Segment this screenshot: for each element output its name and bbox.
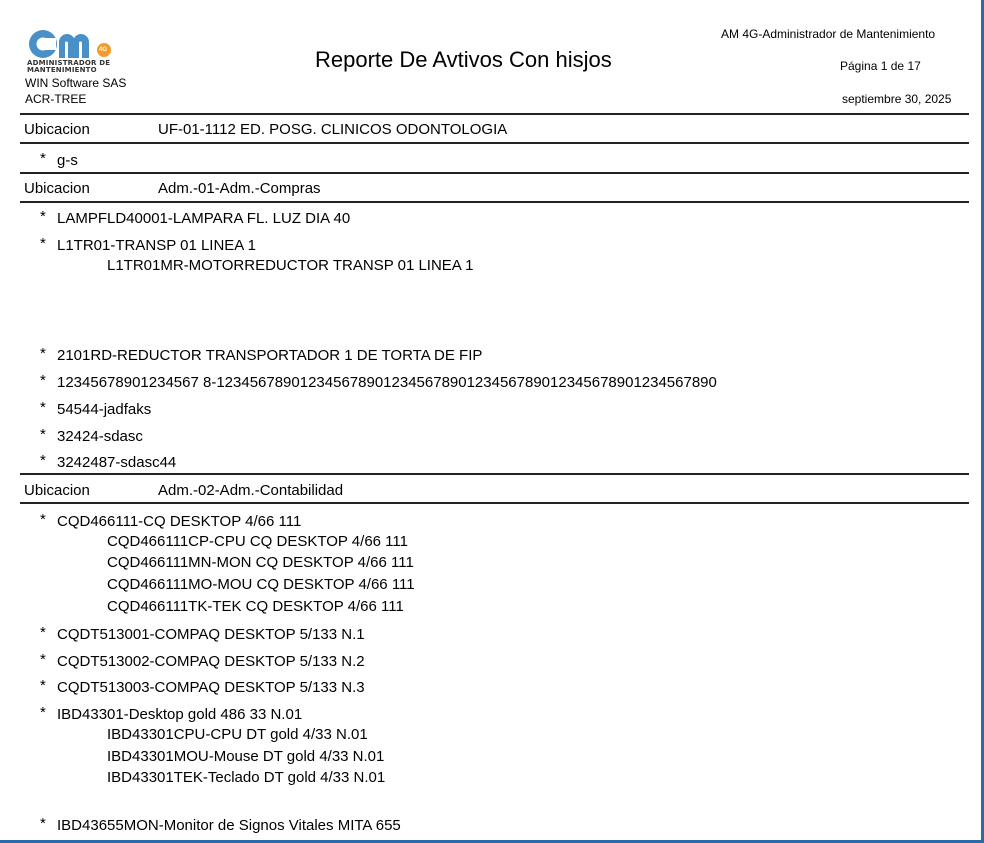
item-bullet: * [40, 150, 46, 167]
asset-item: 32424-sdasc [57, 428, 143, 445]
item-bullet: * [40, 704, 46, 721]
child-asset: CQD466111MN-MON CQ DESKTOP 4/66 111 [107, 554, 414, 571]
item-bullet: * [40, 815, 46, 832]
divider [20, 172, 969, 174]
logo-badge: 4G [99, 47, 108, 53]
divider [20, 142, 969, 144]
asset-item: 2101RD-REDUCTOR TRANSPORTADOR 1 DE TORTA DE FIP [57, 347, 483, 364]
page-total: 17 [907, 59, 921, 73]
child-asset: CQD466111CP-CPU CQ DESKTOP 4/66 111 [107, 533, 408, 550]
report-code: ACR-TREE [25, 92, 87, 106]
asset-item: 54544-jadfaks [57, 401, 152, 418]
child-asset: CQD466111MO-MOU CQ DESKTOP 4/66 111 [107, 576, 415, 593]
page-number: 1 [880, 59, 888, 73]
company-logo [27, 28, 117, 76]
child-asset: IBD43301MOU-Mouse DT gold 4/33 N.01 [107, 748, 385, 765]
item-bullet: * [40, 345, 46, 362]
asset-item: IBD43301-Desktop gold 486 33 N.01 [57, 706, 303, 723]
asset-item: IBD43655MON-Monitor de Signos Vitales MITA 655 [57, 817, 401, 834]
asset-item: CQDT513003-COMPAQ DESKTOP 5/133 N.3 [57, 679, 365, 696]
divider [20, 502, 969, 504]
divider [20, 201, 969, 203]
item-bullet: * [40, 372, 46, 389]
location-label: Ubicacion [24, 121, 90, 138]
child-asset: IBD43301TEK-Teclado DT gold 4/33 N.01 [107, 769, 386, 786]
asset-item: LAMPFLD40001-LAMPARA FL. LUZ DIA 40 [57, 210, 351, 227]
logo-text-line2: MANTENIMIENTO [27, 66, 97, 74]
app-name: AM 4G-Administrador de Mantenimiento [721, 27, 936, 41]
asset-item: 12345678901234567 8-123456789012345678901234567890123456789012345678901234567890 [57, 374, 717, 391]
company-name: WIN Software SAS [25, 76, 127, 90]
page-of: de [890, 59, 905, 73]
page-label: Página [840, 59, 878, 73]
logo-graphic-icon [27, 28, 113, 62]
child-asset: L1TR01MR-MOTORREDUCTOR TRANSP 01 LINEA 1 [107, 257, 474, 274]
location-label: Ubicacion [24, 180, 90, 197]
asset-item: CQD466111-CQ DESKTOP 4/66 111 [57, 513, 302, 530]
report-date: septiembre 30, 2025 [842, 92, 952, 106]
asset-item: CQDT513002-COMPAQ DESKTOP 5/133 N.2 [57, 653, 365, 670]
location-label: Ubicacion [24, 482, 90, 499]
page-indicator [840, 59, 921, 73]
item-bullet: * [40, 426, 46, 443]
divider [20, 113, 969, 115]
item-bullet: * [40, 677, 46, 694]
location-value: Adm.-01-Adm.-Compras [158, 180, 321, 197]
child-asset: IBD43301CPU-CPU DT gold 4/33 N.01 [107, 726, 368, 743]
asset-item: L1TR01-TRANSP 01 LINEA 1 [57, 237, 256, 254]
item-bullet: * [40, 399, 46, 416]
asset-item: 3242487-sdasc44 [57, 454, 177, 471]
item-bullet: * [40, 235, 46, 252]
report-title: Reporte De Avtivos Con hisjos [315, 47, 612, 72]
location-value: Adm.-02-Adm.-Contabilidad [158, 482, 344, 499]
item-bullet: * [40, 452, 46, 469]
asset-item: CQDT513001-COMPAQ DESKTOP 5/133 N.1 [57, 626, 365, 643]
asset-item: g-s [57, 152, 78, 169]
logo-text-line1: ADMINISTRADOR DE [27, 59, 111, 67]
child-asset: CQD466111TK-TEK CQ DESKTOP 4/66 111 [107, 598, 404, 615]
location-value: UF-01-1112 ED. POSG. CLINICOS ODONTOLOGIA [158, 121, 508, 138]
item-bullet: * [40, 511, 46, 528]
divider [20, 473, 969, 475]
item-bullet: * [40, 208, 46, 225]
item-bullet: * [40, 651, 46, 668]
item-bullet: * [40, 624, 46, 641]
